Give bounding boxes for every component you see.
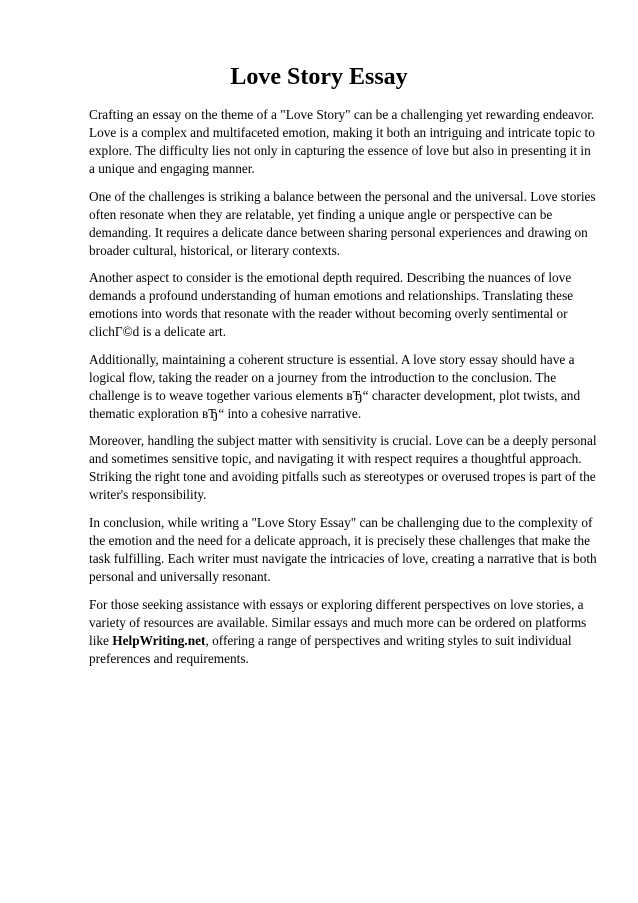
resources-text-after: , offering a range of perspectives and writing styles to suit individual preferences and requirements.: [89, 632, 572, 666]
helpwriting-link[interactable]: HelpWriting.net: [112, 632, 206, 648]
page-title: Love Story Essay: [230, 64, 408, 90]
paragraph-conclusion: In conclusion, while writing a "Love Story Essay" can be challenging due to the complexity of the emotion and the need for a delicate approach, it is precisely these challenges that make the task fulfilling. Each writer must navigate the intricacies of love, creating a narrative that is both personal and universally resonant.: [89, 514, 597, 584]
paragraph-resources: [89, 596, 599, 668]
paragraph-intro: Crafting an essay on the theme of a "Love Story" can be a challenging yet rewarding endeavor. Love is a complex and multifaceted emotion, making it both an intriguing and intricate topic to explore. The difficulty lies not only in capturing the essence of love but also in presenting it in a unique and engaging manner.: [89, 107, 595, 176]
paragraph-balance: One of the challenges is striking a balance between the personal and the universal. Love stories often resonate when they are relatable, yet finding a unique angle or perspective can be demanding. It requires a delicate dance between sharing personal experiences and drawing on broader cultural, historical, or literary contexts.: [89, 188, 596, 258]
paragraph-emotional-depth: Another aspect to consider is the emotional depth required. Describing the nuances of love demands a profound understanding of human emotions and relationships. Translating these emotions into words that resonate with the reader without becoming overly sentimental or clichГ©d is a delicate art.: [89, 270, 574, 340]
essay-body: [89, 106, 599, 677]
resources-text-before: For those seeking assistance with essays or exploring different perspectives on love stories, a variety of resources are available. Similar essays and much more can be ordered on platforms like: [89, 596, 587, 648]
paragraph-sensitivity: Moreover, handling the subject matter with sensitivity is crucial. Love can be a deeply personal and sometimes sensitive topic, and navigating it with respect requires a thoughtful approach. Striking the right tone and avoiding pitfalls such as stereotypes or overused tropes is part of the writer's responsibility.: [89, 433, 597, 503]
paragraph-structure: Additionally, maintaining a coherent structure is essential. A love story essay should have a logical flow, taking the reader on a journey from the introduction to the conclusion. The challenge is to weave together various elements вЂ“ character development, plot twists, and thematic exploration вЂ“ into a cohesive narrative.: [89, 351, 581, 421]
